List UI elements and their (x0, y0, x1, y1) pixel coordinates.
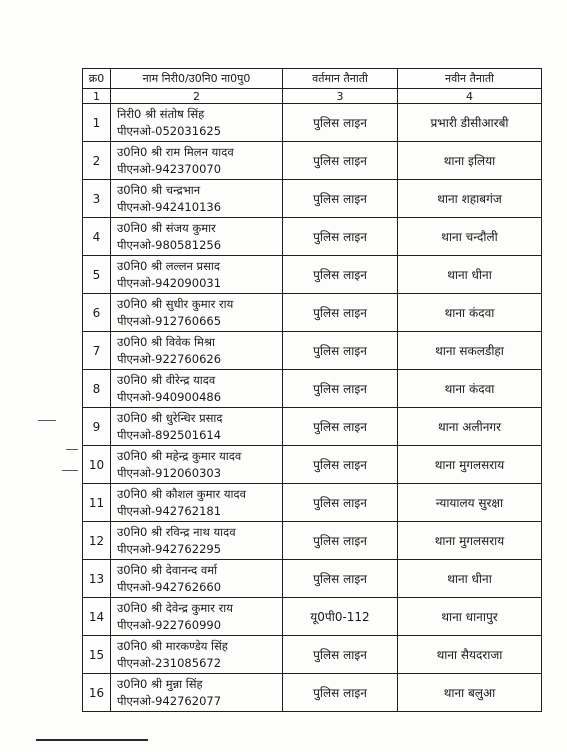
officer-cell (111, 294, 283, 332)
scan-mark (66, 449, 78, 450)
column-number: 2 (111, 89, 283, 104)
current-posting-cell: पुलिस लाइन (283, 446, 398, 484)
officer-pno: पीएनओ-942410136 (117, 199, 222, 214)
header-current-posting: वर्तमान तैनाती (283, 69, 398, 89)
officer-cell (111, 256, 283, 294)
officer-pno: पीएनओ-942762181 (117, 503, 222, 518)
officer-pno: पीएनओ-231085672 (117, 655, 222, 670)
table-row (83, 408, 542, 446)
officer-cell (111, 674, 283, 712)
serial-number-cell: 4 (83, 218, 111, 256)
bottom-rule (36, 739, 148, 741)
current-posting-cell: पुलिस लाइन (283, 332, 398, 370)
table-row (83, 522, 542, 560)
officer-pno: पीएनओ-892501614 (117, 427, 222, 442)
current-posting-cell: पुलिस लाइन (283, 522, 398, 560)
scan-mark (38, 420, 56, 421)
current-posting-cell: पुलिस लाइन (283, 256, 398, 294)
officer-pno: पीएनओ-912060303 (117, 465, 222, 480)
new-posting-cell: थाना इलिया (398, 142, 542, 180)
officer-name: उ0नि0 श्री मारकण्डेय सिंह (117, 638, 228, 653)
officer-name: उ0नि0 श्री महेन्द्र कुमार यादव (117, 448, 242, 463)
officer-pno: पीएनओ-922760626 (117, 351, 222, 366)
current-posting-cell: पुलिस लाइन (283, 408, 398, 446)
officer-name: उ0नि0 श्री धुरेन्धिर प्रसाद (117, 410, 223, 425)
serial-number-cell: 8 (83, 370, 111, 408)
serial-number-cell: 12 (83, 522, 111, 560)
current-posting-cell: पुलिस लाइन (283, 484, 398, 522)
serial-number-cell: 6 (83, 294, 111, 332)
officer-cell (111, 484, 283, 522)
officer-cell (111, 636, 283, 674)
officer-cell (111, 560, 283, 598)
table-row (83, 218, 542, 256)
serial-number-cell: 11 (83, 484, 111, 522)
officer-name: उ0नि0 श्री लल्लन प्रसाद (117, 258, 220, 273)
new-posting-cell: न्यायालय सुरक्षा (398, 484, 542, 522)
new-posting-cell: थाना अलीनगर (398, 408, 542, 446)
officer-name: उ0नि0 श्री कौशल कुमार यादव (117, 486, 247, 501)
officer-cell (111, 446, 283, 484)
current-posting-cell: पुलिस लाइन (283, 370, 398, 408)
officer-pno: पीएनओ-922760990 (117, 617, 222, 632)
officer-cell (111, 332, 283, 370)
table-header-row (83, 69, 542, 89)
header-new-posting: नवीन तैनाती (398, 69, 542, 89)
serial-number-cell: 2 (83, 142, 111, 180)
new-posting-cell: थाना चन्दौली (398, 218, 542, 256)
officer-pno: पीएनओ-942762660 (117, 579, 222, 594)
table-row (83, 484, 542, 522)
header-serial: क्र0 (83, 69, 111, 89)
new-posting-cell: थाना मुगलसराय (398, 522, 542, 560)
officer-name: उ0नि0 श्री देवानन्द वर्मा (117, 562, 218, 577)
new-posting-cell: प्रभारी डीसीआरबी (398, 104, 542, 142)
current-posting-cell: यू0पी0-112 (283, 598, 398, 636)
new-posting-cell: थाना शहाबगंज (398, 180, 542, 218)
serial-number-cell: 9 (83, 408, 111, 446)
table-row (83, 332, 542, 370)
officer-cell (111, 408, 283, 446)
current-posting-cell: पुलिस लाइन (283, 636, 398, 674)
officer-pno: पीएनओ-052031625 (117, 123, 222, 138)
officer-name: उ0नि0 श्री वीरेन्द्र यादव (117, 372, 216, 387)
officer-cell (111, 218, 283, 256)
new-posting-cell: थाना सकलडीहा (398, 332, 542, 370)
officer-cell (111, 598, 283, 636)
officer-cell (111, 180, 283, 218)
new-posting-cell: थाना कंदवा (398, 370, 542, 408)
officer-name: उ0नि0 श्री चन्द्रभान (117, 182, 201, 197)
officer-pno: पीएनओ-912760665 (117, 313, 222, 328)
scan-mark (62, 470, 78, 471)
table-body (83, 104, 542, 712)
posting-table (82, 68, 542, 712)
table-row (83, 636, 542, 674)
new-posting-cell: थाना धानापुर (398, 598, 542, 636)
current-posting-cell: पुलिस लाइन (283, 294, 398, 332)
new-posting-cell: थाना धीना (398, 560, 542, 598)
officer-name: उ0नि0 श्री राम मिलन यादव (117, 144, 234, 159)
table-row (83, 560, 542, 598)
officer-cell (111, 142, 283, 180)
table-row (83, 446, 542, 484)
officer-pno: पीएनओ-942762295 (117, 541, 222, 556)
table-row (83, 142, 542, 180)
officer-pno: पीएनओ-942370070 (117, 161, 222, 176)
officer-name: उ0नि0 श्री देवेन्द्र कुमार राय (117, 600, 233, 615)
officer-name: उ0नि0 श्री संजय कुमार (117, 220, 216, 235)
officer-name: उ0नि0 श्री विवेक मिश्रा (117, 334, 215, 349)
current-posting-cell: पुलिस लाइन (283, 560, 398, 598)
officer-name: निरी0 श्री संतोष सिंह (117, 106, 205, 121)
column-number: 4 (398, 89, 542, 104)
new-posting-cell: थाना मुगलसराय (398, 446, 542, 484)
serial-number-cell: 7 (83, 332, 111, 370)
officer-pno: पीएनओ-980581256 (117, 237, 222, 252)
table-row (83, 104, 542, 142)
current-posting-cell: पुलिस लाइन (283, 104, 398, 142)
serial-number-cell: 13 (83, 560, 111, 598)
officer-pno: पीएनओ-942762077 (117, 693, 222, 708)
serial-number-cell: 1 (83, 104, 111, 142)
table-row (83, 180, 542, 218)
column-number: 1 (83, 89, 111, 104)
new-posting-cell: थाना बलुआ (398, 674, 542, 712)
table-row (83, 294, 542, 332)
officer-cell (111, 522, 283, 560)
column-number: 3 (283, 89, 398, 104)
officer-cell (111, 104, 283, 142)
current-posting-cell: पुलिस लाइन (283, 180, 398, 218)
new-posting-cell: थाना धीना (398, 256, 542, 294)
officer-pno: पीएनओ-940900486 (117, 389, 222, 404)
header-name: नाम निरी0/उ0नि0 ना0पु0 (111, 69, 283, 89)
serial-number-cell: 15 (83, 636, 111, 674)
serial-number-cell: 3 (83, 180, 111, 218)
current-posting-cell: पुलिस लाइन (283, 674, 398, 712)
table-row (83, 598, 542, 636)
table-row (83, 674, 542, 712)
serial-number-cell: 16 (83, 674, 111, 712)
officer-name: उ0नि0 श्री रविन्द्र नाथ यादव (117, 524, 236, 539)
current-posting-cell: पुलिस लाइन (283, 142, 398, 180)
current-posting-cell: पुलिस लाइन (283, 218, 398, 256)
officer-name: उ0नि0 श्री सुधीर कुमार राय (117, 296, 234, 311)
serial-number-cell: 14 (83, 598, 111, 636)
new-posting-cell: थाना सैयदराजा (398, 636, 542, 674)
officer-pno: पीएनओ-942090031 (117, 275, 222, 290)
serial-number-cell: 10 (83, 446, 111, 484)
table-row (83, 370, 542, 408)
new-posting-cell: थाना कंदवा (398, 294, 542, 332)
officer-cell (111, 370, 283, 408)
officer-name: उ0नि0 श्री मुन्ना सिंह (117, 676, 203, 691)
serial-number-cell: 5 (83, 256, 111, 294)
column-number-row (83, 89, 542, 104)
table-row (83, 256, 542, 294)
